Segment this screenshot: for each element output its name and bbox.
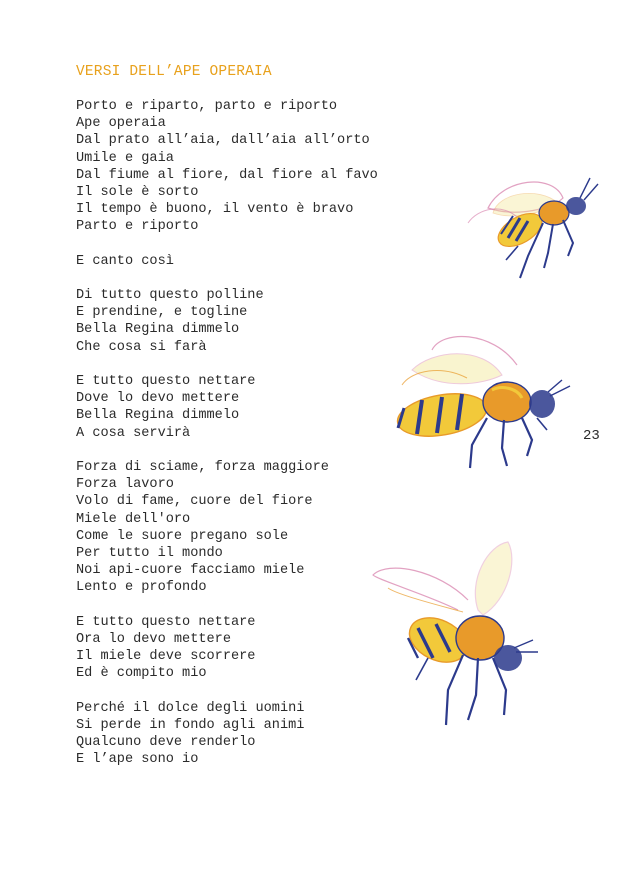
poem-line: Ora lo devo mettere — [76, 631, 231, 647]
poem-line: E tutto questo nettare — [76, 614, 256, 630]
poem-line: Di tutto questo polline — [76, 288, 264, 304]
stanza-break — [76, 236, 378, 253]
poem-line: Come le suore pregano sole — [76, 528, 289, 544]
poem-line: Dal prato all’aia, dall’aia all’orto — [76, 133, 370, 149]
bee-icon — [458, 168, 608, 283]
poem-title: VERSI DELL’APE OPERAIA — [76, 64, 272, 80]
stanza-break — [76, 442, 378, 459]
stanza-break — [76, 270, 378, 287]
poem-line: Il sole è sorto — [76, 184, 199, 200]
poem-line: Che cosa si farà — [76, 339, 207, 355]
poem-line: Il tempo è buono, il vento è bravo — [76, 202, 354, 218]
poem-line: Forza di sciame, forza maggiore — [76, 459, 329, 475]
poem-line: Volo di fame, cuore del fiore — [76, 494, 313, 510]
poem-line: Ed è compito mio — [76, 666, 207, 682]
poem-line: Ape operaia — [76, 116, 166, 132]
page-number: 23 — [583, 428, 600, 444]
poem-line: Umile e gaia — [76, 150, 174, 166]
poem-line: Si perde in fondo agli animi — [76, 717, 305, 733]
poem-line: Dal fiume al fiore, dal fiore al favo — [76, 167, 378, 183]
poem-line: Bella Regina dimmelo — [76, 408, 240, 424]
poem-line: Bella Regina dimmelo — [76, 322, 240, 338]
poem-line: Dove lo devo mettere — [76, 391, 240, 407]
poem-line: Qualcuno deve renderlo — [76, 734, 256, 750]
poem-line: E tutto questo nettare — [76, 374, 256, 389]
poem-body — [76, 98, 378, 768]
poem-line: Forza lavoro — [76, 477, 174, 493]
poem-line: Il miele deve scorrere — [76, 649, 256, 664]
stanza-break — [76, 356, 378, 373]
poem-line: Noi api-cuore facciamo miele — [76, 563, 305, 579]
poem-line: Miele dell'oro — [76, 511, 191, 527]
poem-line: Perché il dolce degli uomini — [76, 700, 305, 716]
poem-line: Per tutto il mondo — [76, 545, 223, 561]
poem-line: Lento e profondo — [76, 580, 207, 596]
bee-icon — [372, 330, 577, 470]
stanza-break — [76, 596, 378, 613]
poem-line: E prendine, e togline — [76, 305, 248, 321]
poem-line: Parto e riporto — [76, 219, 199, 235]
stanza-break — [76, 682, 378, 699]
poem-line: Porto e riparto, parto e riporto — [76, 99, 338, 114]
poem-line: E canto così — [76, 253, 174, 269]
poem-line: E l’ape sono io — [76, 752, 199, 768]
poem-line: A cosa servirà — [76, 425, 191, 441]
bee-icon — [368, 540, 558, 730]
